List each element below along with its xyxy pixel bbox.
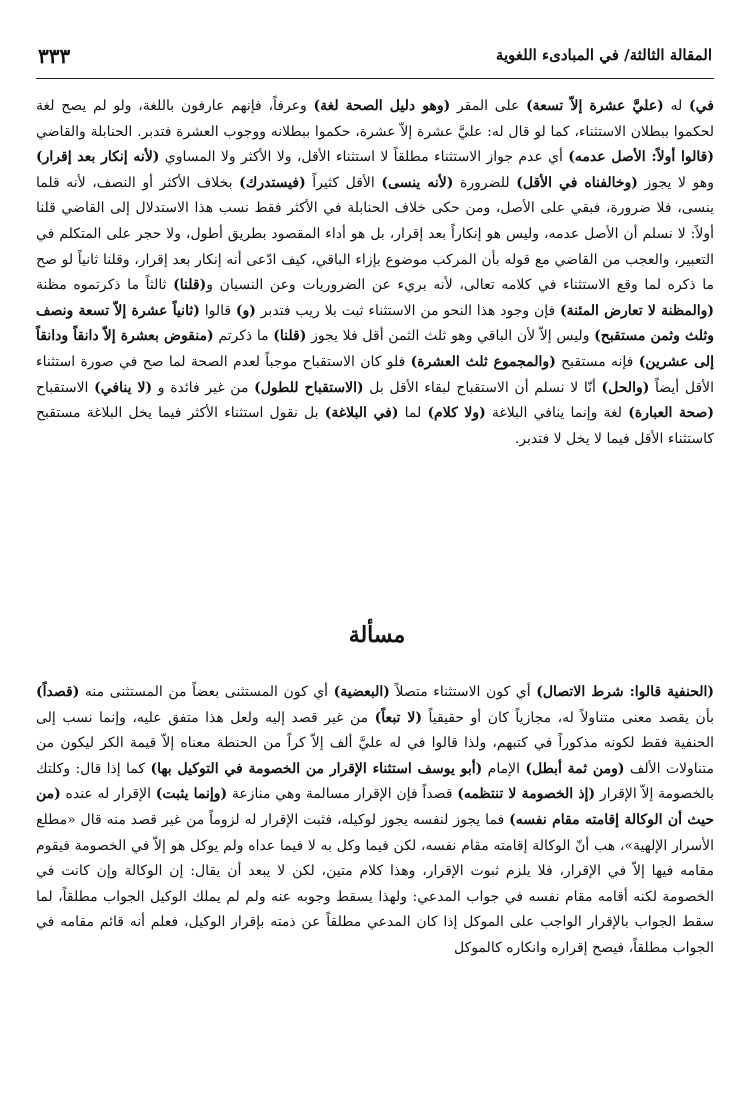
text-segment: (وإنما يثبت) <box>155 786 228 803</box>
text-segment: (في البلاغة) <box>324 405 399 422</box>
text-segment: الاستقباح <box>36 379 95 396</box>
text-segment: (فيستدرك) <box>239 174 306 191</box>
text-segment: (والمجموع ثلث العشرة) <box>410 353 556 370</box>
text-segment: (الاستقباح للطول) <box>254 379 364 396</box>
text-segment: من غير قصد إليه ولعل هذا متفق عليه، وإنما نسب إلى الحنفية فقط لكونه مذكوراً في كتبهم، ولذا قالوا في له عليَّ ألف إلاّ كراً من الحنطة معناه إلاّ قيمة الكر ليكون من متناولات الألف <box>36 709 714 777</box>
text-segment: (ثانياً عشرة إلاّ تسعة ونصف وثلث وثمن مستقبح) <box>36 302 715 345</box>
text-segment: (وهو دليل الصحة لغة) <box>313 98 451 114</box>
text-segment: (ولا كلام) <box>427 405 486 422</box>
text-segment: أي كون المستثنى بعضاً من المستثنى منه <box>79 684 334 700</box>
text-segment: أي عدم جواز الاستثناء مطلقاً لا استثناء الأقل، ولا الأكثر ولا المساوي <box>159 149 569 166</box>
text-segment: بخلاف الأكثر أو النصف، لأنه قلما ينسى، فلا ضرورة، فبقي على الأصل، ومن حكى خلاف الحنابلة في الأكثر فقط نسب هذا الاستدلال إلى القاضي قلنا أولاً: لا نسلم أن الأصل عدمه، وليس هو إنكاراً بعد إقرار، بل هو أداء المقصود بطريق أطول، ولا حجر على المتكلم في التعبير، والعجب من القاضي مع قوله بأن المركب موضوع بإزاء الباقي، كيف ادّعى أنه إنكار بعد إقرار، وقلنا ثانياً لو صح ما ذكره لما وقع الاستثناء في كلامه تعالى، لأنه بريء عن الضروريات وعن النسيان و <box>36 174 714 294</box>
text-segment: الإمام <box>482 760 526 777</box>
text-segment: (لأنه إنكار بعد إقرار) <box>36 149 160 166</box>
text-segment: (قالوا أولاً: الأصل عدمه) <box>568 149 714 166</box>
text-segment: لغة وإنما ينافي البلاغة <box>485 405 629 422</box>
page-header <box>36 42 714 79</box>
text-segment: (وخالفناه في الأقل) <box>516 174 638 191</box>
text-segment: فإنه مستقبح <box>555 353 639 370</box>
text-segment: لما <box>398 405 428 422</box>
text-segment: (والمظنة لا تعارض المئنة) <box>560 302 715 319</box>
text-segment: (قصداً) <box>36 684 80 700</box>
text-segment: (لا ينافي) <box>94 379 153 396</box>
text-segment: وليس إلاّ لأن الباقي وهو ثلث الثمن أقل فلا يجوز <box>306 328 595 345</box>
text-segment: (منقوض بعشرة إلاّ دانقاً ودانقاً إلى عشرين) <box>36 328 714 370</box>
text-segment: له <box>663 98 689 114</box>
text-segment: ما ذكرتم <box>213 328 274 345</box>
text-segment: للضرورة <box>453 174 517 191</box>
text-segment: (قلنا) <box>273 328 307 345</box>
text-segment: الأقل كثيراً <box>305 174 382 191</box>
text-segment: على المقر <box>450 98 527 114</box>
text-segment: (و) <box>235 302 256 319</box>
text-segment: (لأنه ينسى) <box>381 174 454 191</box>
text-segment: (الحنفية قالوا: شرط الاتصال) <box>536 684 715 700</box>
text-segment: وهو لا يجوز <box>637 174 715 191</box>
text-segment: بل نقول استثناء الأكثر فيما يخل البلاغة مستقبح كاستثناء الأقل فيما لا يخل لا فتدبر. <box>36 405 714 447</box>
running-title: المقالة الثالثة/ في المبادىء اللغوية <box>495 46 712 64</box>
text-segment: (لا تبعاً) <box>374 709 422 726</box>
text-segment: من غير فائدة و <box>152 379 255 396</box>
text-segment: وعرفاً، فإنهم عارفون باللغة، ولو لم يصح لغة لحكموا ببطلان الاستثناء، كما لو قال له: عليَّ عشرة إلاّ عشرة، حكموا ببطلانه ووجوب العشرة فتدبر. الحنابلة والقاضي <box>36 98 714 140</box>
text-segment: (أبو يوسف استثناء الإقرار من الخصومة في التوكيل بها) <box>150 760 483 777</box>
text-segment: بأن يقصد معنى متناولاً له، مجازياً كان أو حقيقياً <box>421 709 714 726</box>
page-number: ٣٣٣ <box>38 44 71 68</box>
text-segment: (إذ الخصومة لا تنتظمه) <box>457 786 596 803</box>
text-block-2 <box>36 680 714 962</box>
text-segment: (صحة العبارة) <box>628 405 715 422</box>
text-segment: (قلنا) <box>173 277 207 294</box>
text-segment: فإن وجود هذا النحو من الاستثناء ثبت بلا ريب فتدبر <box>255 302 561 319</box>
text-segment: (من حيث أن الوكالة إقامته مقام نفسه) <box>36 786 714 828</box>
text-segment: فلو كان الاستقباح موجباً لعدم الصحة لما صح في صورة استثناء الأقل أيضاً <box>36 353 715 396</box>
text-segment: قالوا <box>199 302 236 319</box>
text-segment: (ومن ثمة أبطل) <box>525 760 625 777</box>
text-segment: قصداً فإن الإقرار مسالمة وهي منازعة <box>227 786 458 803</box>
text-segment: (والحل) <box>601 379 650 396</box>
text-segment: (عليَّ عشرة إلاّ تسعة) <box>526 98 664 114</box>
text-segment: في) <box>689 98 714 114</box>
text-segment: الإقرار له عنده <box>60 786 156 803</box>
text-segment: كما إذا قال: وكلتك بالخصومة إلاّ الإقرار <box>36 760 714 803</box>
text-block-1 <box>36 94 714 452</box>
text-segment: ثالثاً ما ذكرتموه مظنة <box>36 277 174 294</box>
section-heading: مسألة <box>348 622 406 648</box>
text-segment: أنّا لا نسلم أن الاستقباح لبقاء الأقل بل <box>363 379 602 396</box>
text-segment: أي كون الاستثناء متصلاً <box>389 684 537 700</box>
text-segment: فما يجوز لنفسه يجوز لوكيله، فثبت الإقرار له لزوماً من غير قصد منه قال «مطلع الأسرار الإلهية»، هب أنّ الوكالة إقامته مقام نفسه، لكن فيما وكل به لا فيما عداه ولم يوكل هو إلاّ في الخصومة فيقوم مقامه فيها إلاّ في الإقرار، فلا يلزم ثبوت الإقرار، وهذا كلام متين، لكن لا يبعد أن يقال: إن الوكالة وإن كانت في الخصومة لكنه أقامه مقام نفسه في جواب المدعي: ولهذا يسقط وجوبه عنه ولم لم يملك الوكيل الجواب مطلقاً، لما سقط الجواب بالإقرار الواجب على الموكل إذا كان المدعي مطلقاً عن ذمته بإقرار الوكيل، فعلم أنه قائم مقامه في الجواب مطلقاً، فيصح إقراره وانكاره كالموكل <box>36 811 714 956</box>
text-segment: (البعضية) <box>333 684 390 700</box>
